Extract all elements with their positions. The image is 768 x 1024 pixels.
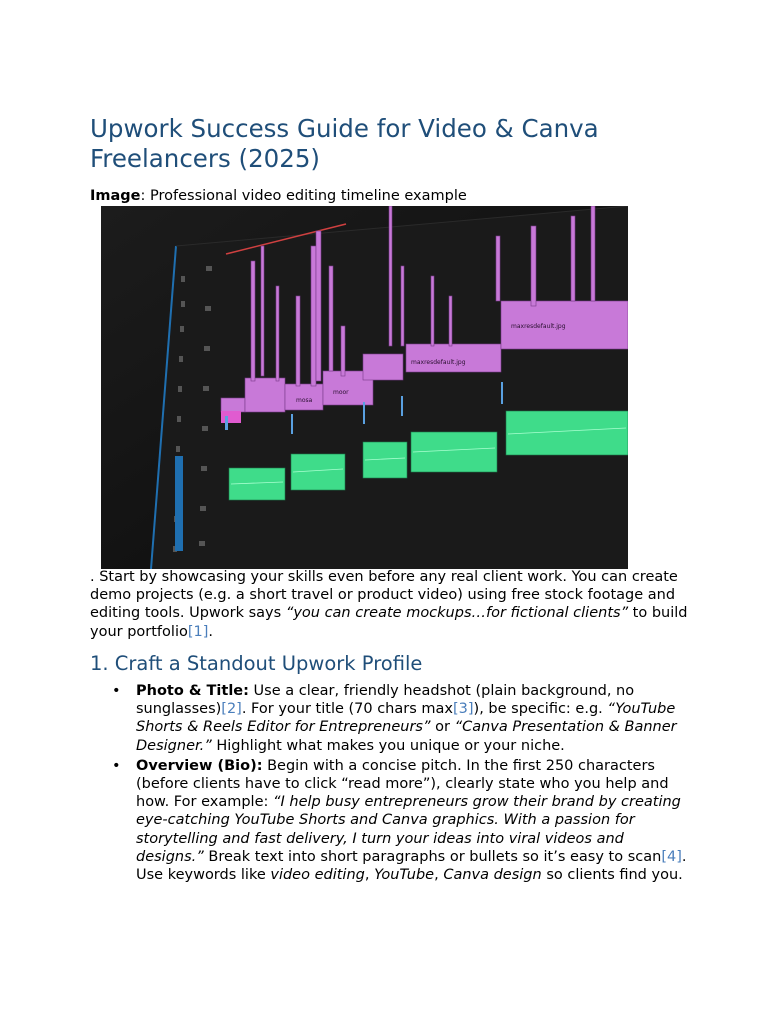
intro-text-1: . Start by showcasing your skills even before any real client work. You can create demo projects (e.g. a short travel or product video) using free stock footage and editing tools. Upwork says [90,569,678,622]
bullet-label: Overview (Bio): [136,757,263,774]
svg-text:maxresdefault.jpg: maxresdefault.jpg [411,359,466,366]
citation-link-4[interactable]: [4] [661,848,682,865]
list-item [90,682,690,755]
bullet-quote: “Canva Presentation & Banner Designer.” [136,719,677,754]
bullet-text: or [430,719,455,736]
bullet-text: . For your title (70 chars max [241,701,453,718]
intro-paragraph [90,568,690,641]
profile-tips-list [90,682,690,886]
separator: , [434,867,444,884]
document-title: Upwork Success Guide for Video & Canva Freelancers (2025) [90,114,599,173]
bullet-icon: • [112,757,121,774]
list-item [90,757,690,884]
intro-text-2: to build your portfolio [90,605,688,640]
separator: , [364,867,375,884]
image-caption-text: : Professional video editing timeline example [140,188,467,204]
svg-text:moor: moor [333,389,349,396]
bullet-text: so clients find you. [541,867,683,884]
track-selection-highlight [175,456,183,551]
section-heading: 1. Craft a Standout Upwork Profile [90,652,423,675]
video-timeline-photo [101,206,628,569]
bullet-icon: • [112,683,121,699]
keyword: Canva design [443,867,542,884]
citation-link-1[interactable]: [1] [187,623,209,640]
bullet-text: Highlight what makes you unique or your niche. [211,737,565,754]
bullet-label: Photo & Title: [136,683,249,699]
bullet-quote: “I help busy entrepreneurs grow their brand by creating eye-catching YouTube Shorts and Canva graphics. With a passion for storytelling and fast delivery, I turn your ideas into viral videos and designs.” [136,794,681,865]
bullet-text: Break text into short paragraphs or bullets so it’s easy to scan [203,848,662,865]
bullet-text: ), be specific: e.g. [473,701,608,718]
keyword: YouTube [374,867,435,884]
citation-link-3[interactable]: [3] [452,701,474,718]
image-caption-label: Image [90,188,141,204]
svg-text:mosa: mosa [296,397,313,404]
timeline-illustration [101,206,628,569]
image-caption [90,186,467,206]
bullet-quote: “YouTube Shorts & Reels Editor for Entrepreneurs” [136,701,676,736]
selected-clip [221,411,241,423]
bullet-text: . Use keywords like [136,848,687,884]
bullet-text: Begin with a concise pitch. In the first 250 characters (before clients have to click “read more”), clearly state who you help and how. For example: [136,757,669,811]
intro-text-end: . [208,623,213,640]
citation-link-2[interactable]: [2] [221,701,242,718]
intro-quote: “you can create mockups…for fictional clients” [285,605,629,622]
bullet-text: Use a clear, friendly headshot (plain background, no sunglasses) [136,683,635,718]
svg-text:maxresdefault.jpg: maxresdefault.jpg [511,323,566,330]
keyword: video editing [270,867,365,884]
